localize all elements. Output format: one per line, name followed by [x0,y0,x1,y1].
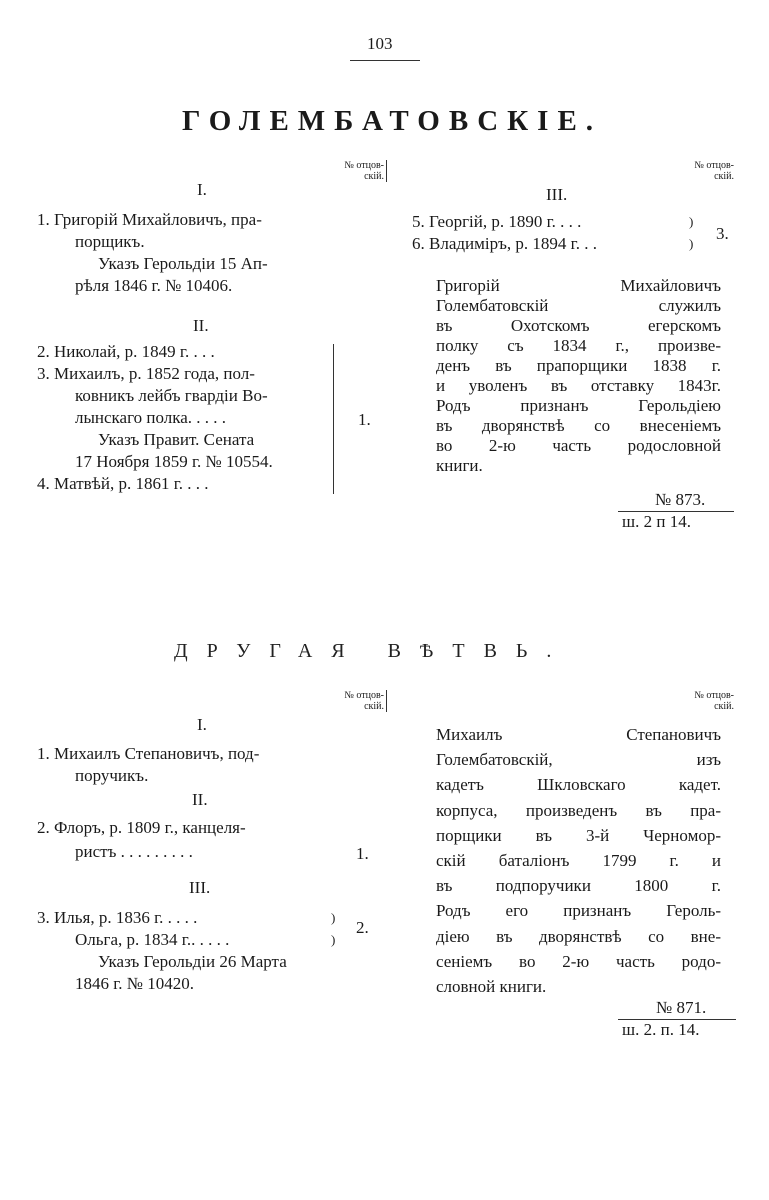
entry-line: 1. Михаилъ Степановичъ, под- [37,744,260,763]
history-line: Голембатовскій служилъ [436,296,721,315]
history-line: во 2-ю часть родословной [436,436,721,455]
history-line: корпуса, произведенъ въ пра- [436,800,721,820]
column-divider [386,690,387,712]
history-line: Михаилъ Степановичъ [436,725,721,744]
page-number-rule [350,60,420,61]
entry-line: 2. Флоръ, р. 1809 г., канцеля- [37,818,246,837]
history-line: въ дворянствѣ со внесеніемъ [436,416,721,435]
entry-line: рѣля 1846 г. № 10406. [75,276,233,295]
entry-line: Ольга, р. 1834 г.. . . . . [75,930,230,949]
reference-number: 3. [716,224,729,243]
entry-line: лынскаго полка. . . . . [75,408,227,427]
section-subtitle: ДРУГАЯ ВѢТВЬ. [174,640,571,662]
brace-icon: ) [689,214,694,229]
history-line: порщики въ 3-й Черномор- [436,825,721,845]
reference-number: 1. [356,844,369,863]
entry-line: 6. Владиміръ, р. 1894 г. . . [412,234,597,253]
column-header-line: скій. [364,171,384,182]
column-header-line: скій. [714,701,734,712]
reference-number: 2. [356,918,369,937]
generation-numeral: III. [546,185,568,204]
entry-line: Указъ Герольдіи 26 Марта [98,952,287,971]
column-header-left [322,160,384,182]
record-number: № 871. [656,998,707,1017]
sheet-reference: ш. 2 п 14. [622,512,691,531]
generation-numeral: II. [192,790,208,809]
column-header-line: № отцов- [344,690,384,701]
entry-line: 3. Илья, р. 1836 г. . . . . [37,908,198,927]
column-header-line: № отцов- [344,160,384,171]
history-line: и уволенъ въ отставку 1843г. [436,376,721,395]
history-line: Григорій Михайловичъ [436,276,721,295]
entry-line: 3. Михаилъ, р. 1852 года, пол- [37,364,255,383]
page-number: 103 [367,34,393,53]
column-header-line: № отцов- [694,690,734,701]
page-title: ГОЛЕМБАТОВСКІЕ. [182,105,603,137]
brace-icon: ) [689,236,694,251]
history-line: Родъ признанъ Герольдіею [436,396,721,415]
history-line: книги. [436,456,483,475]
entry-line: порщикъ. [75,232,145,251]
column-divider [386,160,387,182]
entry-line: Указъ Правит. Сената [98,430,255,449]
history-line: кадетъ Шкловскаго кадет. [436,775,721,795]
history-line: скій баталіонъ 1799 г. и [436,851,721,871]
history-line: сеніемъ во 2-ю часть родо- [436,951,721,971]
generation-numeral: I. [197,180,207,199]
entry-line: 17 Ноября 1859 г. № 10554. [75,452,273,471]
entry-line: 1846 г. № 10420. [75,974,195,993]
history-line: Голембатовскій, изъ [436,750,721,770]
column-header-right [672,690,734,712]
record-number: № 873. [655,490,706,509]
generation-numeral: I. [197,715,207,734]
entry-line: 2. Николай, р. 1849 г. . . . [37,342,215,361]
generation-numeral: II. [193,316,209,335]
history-line: діею въ дворянствѣ со вне- [436,926,721,946]
column-header-right [672,160,734,182]
sheet-reference: ш. 2. п. 14. [622,1020,700,1039]
column-header-line: скій. [364,701,384,712]
history-line: полку съ 1834 г., произве- [436,336,721,355]
entry-line: 1. Григорій Михайловичъ, пра- [37,210,262,229]
entry-line: поручикъ. [75,766,149,785]
history-line: въ подпоручики 1800 г. [436,876,721,896]
brace-icon: ) [331,910,336,925]
history-line: Родъ его признанъ Героль- [436,901,721,921]
entry-line: 5. Георгій, р. 1890 г. . . . [412,212,582,231]
history-line: денъ въ прапорщики 1838 г. [436,356,721,375]
history-paragraph [436,276,721,476]
generation-numeral: III. [189,878,211,897]
column-header-line: скій. [714,171,734,182]
entry-line: 4. Матвѣй, р. 1861 г. . . . [37,474,209,493]
entry-line: ристъ . . . . . . . . . [75,842,193,861]
bracket-line [333,344,334,494]
reference-number: 1. [358,410,371,429]
column-header-left [322,690,384,712]
column-header-line: № отцов- [694,160,734,171]
brace-icon: ) [331,932,336,947]
history-line: въ Охотскомъ егерскомъ [436,316,721,335]
entry-line: Указъ Герольдіи 15 Ап- [98,254,268,273]
history-line: словной книги. [436,977,547,997]
entry-line: ковникъ лейбъ гвардіи Во- [75,386,268,405]
history-paragraph [436,722,721,999]
